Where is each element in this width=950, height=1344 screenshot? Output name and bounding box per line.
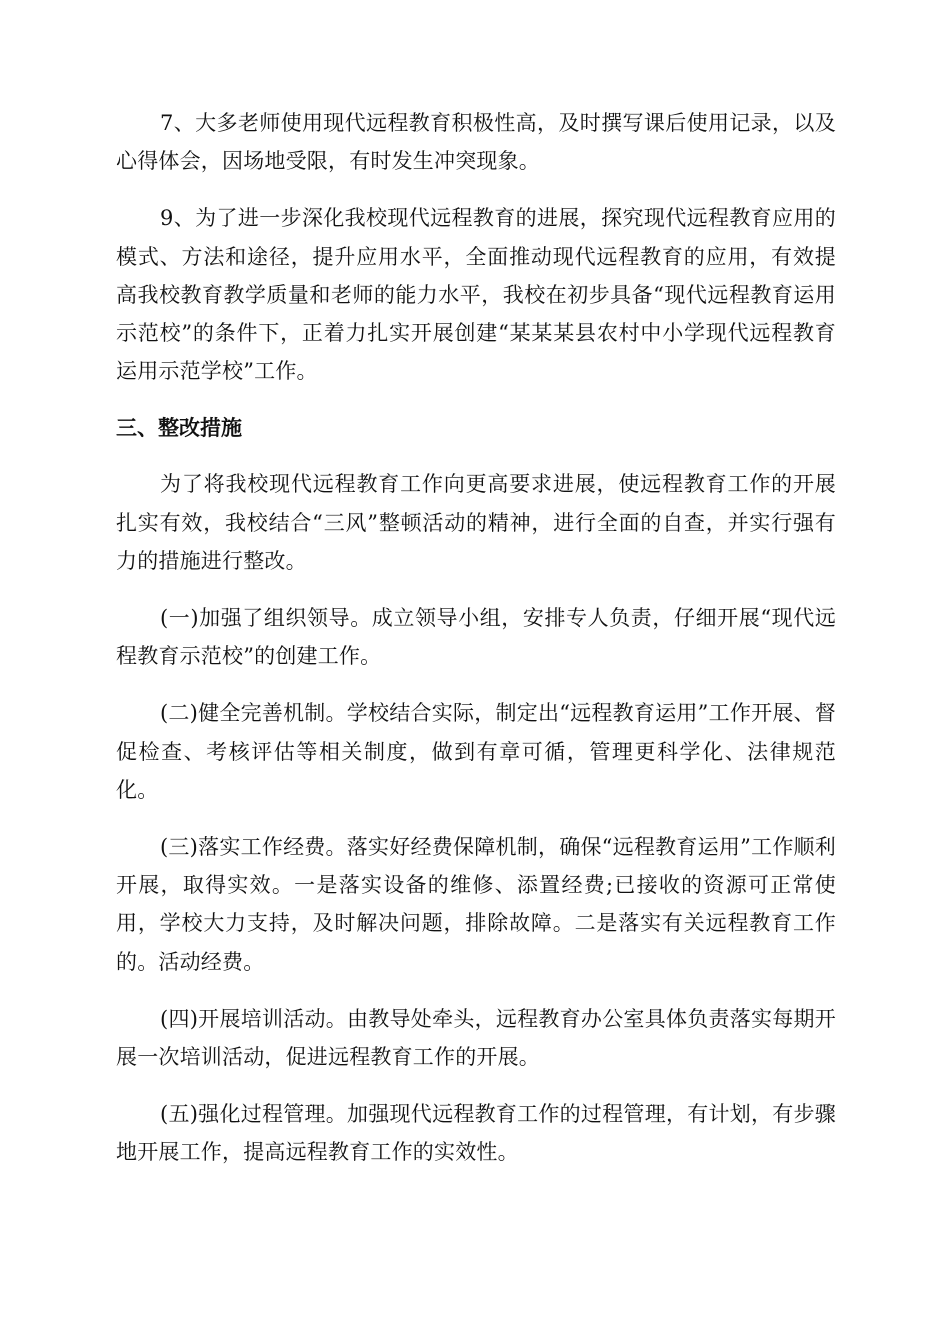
paragraph-measure-2: (二)健全完善机制。学校结合实际，制定出“远程教育运用”工作开展、督促检查、考核评估等相关制度，做到有章可循，管理更科学化、法律规范化。: [116, 701, 836, 802]
document-page: [116, 104, 836, 1191]
paragraph-item-7: 7、大多老师使用现代远程教育积极性高，及时撰写课后使用记录，以及心得体会，因场地受限，有时发生冲突现象。: [116, 111, 836, 174]
paragraph-measure-3: (三)落实工作经费。落实好经费保障机制，确保“远程教育运用”工作顺利开展，取得实效。一是落实设备的维修、添置经费;已接收的资源可正常使用，学校大力支持，及时解决问题，排除故障。二是落实有关远程教育工作的。活动经费。: [116, 835, 836, 974]
paragraph-measure-5: (五)强化过程管理。加强现代远程教育工作的过程管理，有计划，有步骤地开展工作，提高远程教育工作的实效性。: [116, 1102, 836, 1165]
section-heading: 三、整改措施: [116, 416, 242, 441]
paragraph-measure-4: (四)开展培训活动。由教导处牵头，远程教育办公室具体负责落实每期开展一次培训活动，促进远程教育工作的开展。: [116, 1006, 836, 1070]
paragraph-item-9: 9、为了进一步深化我校现代远程教育的进展，探究现代远程教育应用的模式、方法和途径，提升应用水平，全面推动现代远程教育的应用，有效提高我校教育教学质量和老师的能力水平，我校在初步具备“现代远程教育运用示范校”的条件下，正着力扎实开展创建“某某某县农村中小学现代远程教育运用示范学校”工作。: [116, 206, 836, 384]
paragraph-measure-1: (一)加强了组织领导。成立领导小组，安排专人负责，仔细开展“现代远程教育示范校”的创建工作。: [116, 606, 836, 669]
paragraph-intro: 为了将我校现代远程教育工作向更高要求进展，使远程教育工作的开展扎实有效，我校结合“三风”整顿活动的精神，进行全面的自查，并实行强有力的措施进行整改。: [116, 472, 836, 573]
